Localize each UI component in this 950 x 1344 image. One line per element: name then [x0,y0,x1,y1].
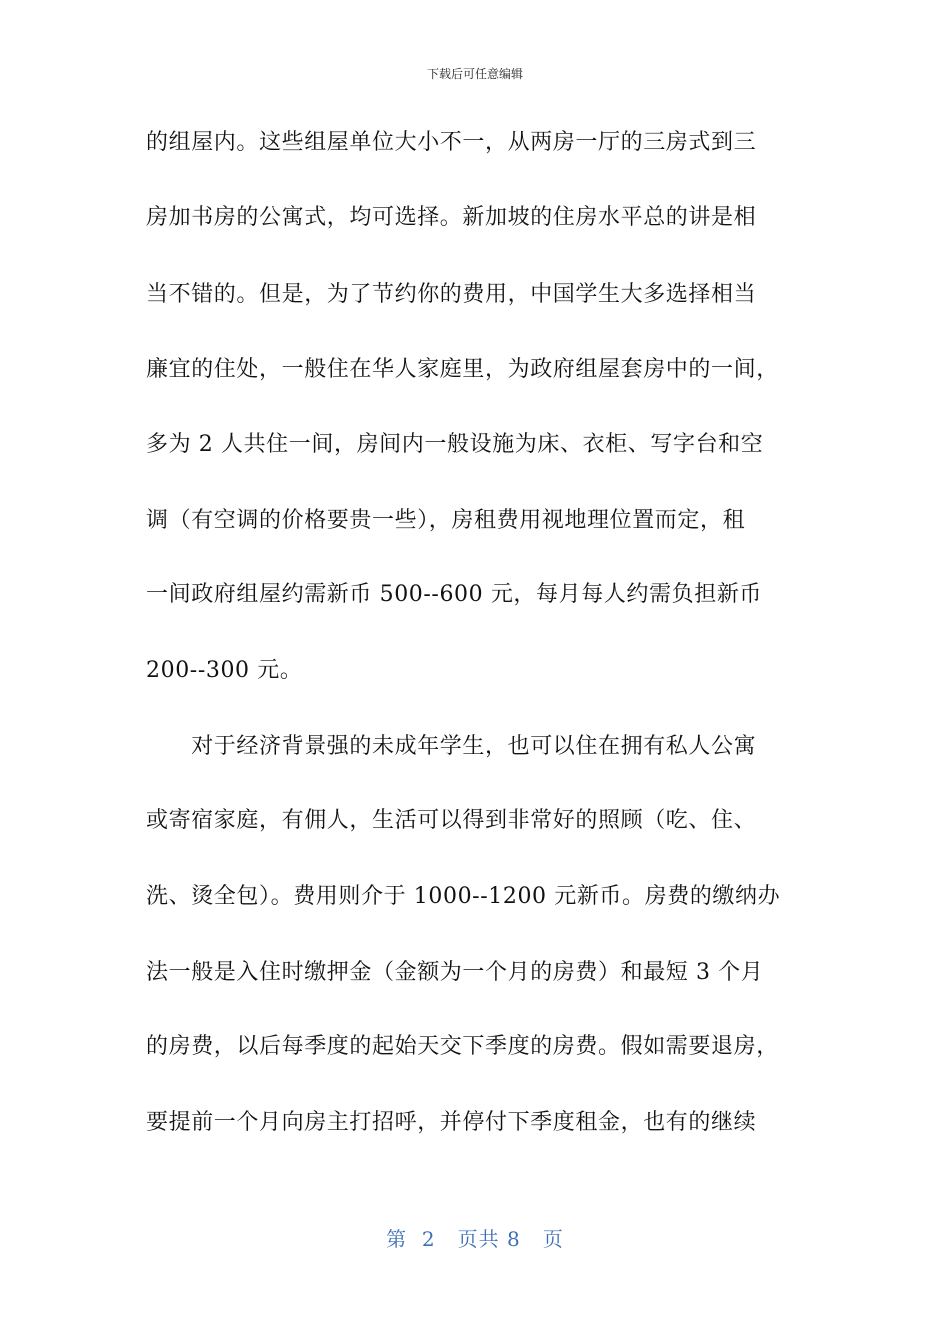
text-line: 一间政府组屋约需新币 500--600 元，每月每人约需负担新币 [146,582,763,607]
text-line: 法一般是入住时缴押金（金额为一个月的房费）和最短 3 个月 [146,960,764,985]
text-line: 的房费，以后每季度的起始天交下季度的房费。假如需要退房， [146,1034,779,1059]
text-line: 200--300 元。 [146,658,303,683]
text-line: 的组屋内。这些组屋单位大小不一，从两房一厅的三房式到三 [146,130,757,155]
page-number [0,1226,950,1252]
text-line: 廉宜的住处，一般住在华人家庭里，为政府组屋套房中的一间， [146,357,779,382]
page-number-text: 第 2 页共 8 页 [386,1227,564,1251]
text-line: 当不错的。但是，为了节约你的费用，中国学生大多选择相当 [146,282,757,307]
text-line: 洗、烫全包）。费用则介于 1000--1200 元新币。房费的缴纳办 [146,884,781,909]
text-line: 多为 2 人共住一间，房间内一般设施为床、衣柜、写字台和空 [146,432,764,457]
text-line: 调（有空调的价格要贵一些），房租费用视地理位置而定，租 [146,508,746,533]
text-line: 对于经济背景强的未成年学生，也可以住在拥有私人公寓 [146,734,757,759]
text-line: 要提前一个月向房主打招呼，并停付下季度租金，也有的继续 [146,1110,757,1135]
text-line: 房加书房的公寓式，均可选择。新加坡的住房水平总的讲是相 [146,205,757,230]
text-line: 或寄宿家庭，有佣人，生活可以得到非常好的照顾（吃、住、 [146,808,757,833]
page-header: 下载后可任意编辑 [426,67,523,81]
